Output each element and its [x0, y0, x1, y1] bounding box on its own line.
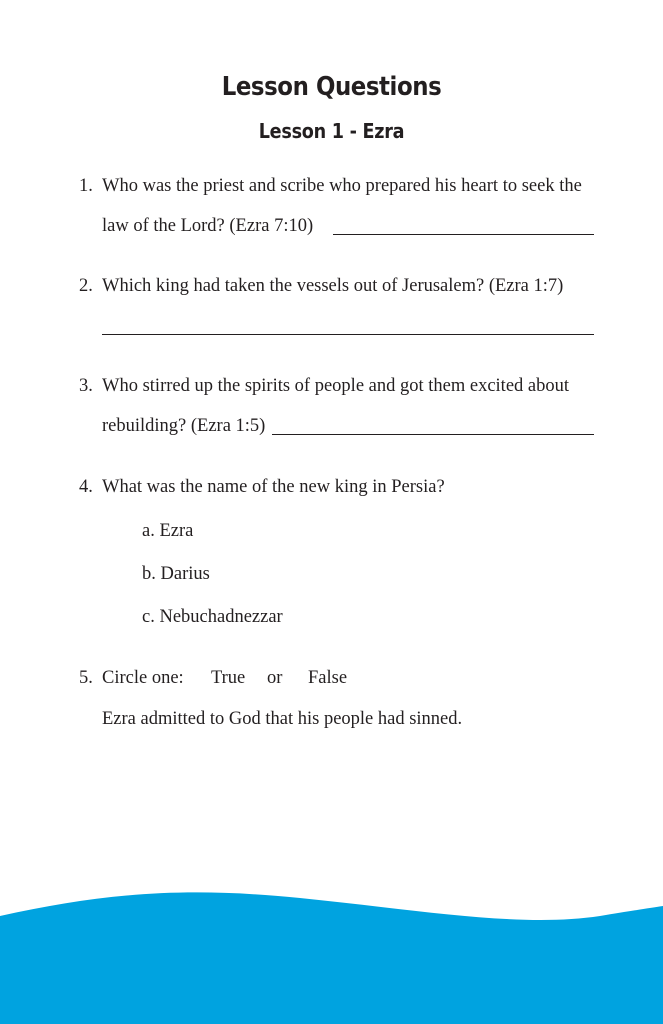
answer-blank[interactable]: [272, 434, 594, 435]
false-choice[interactable]: False: [308, 668, 348, 688]
question-number: 2.: [79, 276, 93, 296]
question-text: Which king had taken the vessels out of Jerusalem? (Ezra 1:7): [102, 276, 564, 296]
question-number: 3.: [79, 376, 93, 396]
question-text: Circle one:: [102, 668, 184, 688]
wave-shape: [0, 892, 663, 1024]
or-label: or: [267, 668, 283, 688]
question-text: Who stirred up the spirits of people and got them excited about: [102, 376, 570, 396]
question-number: 5.: [79, 668, 93, 688]
option-a[interactable]: a. Ezra: [142, 521, 194, 541]
answer-blank[interactable]: [333, 234, 594, 235]
question-text: law of the Lord? (Ezra 7:10): [102, 216, 314, 236]
true-choice[interactable]: True: [211, 668, 246, 688]
question-number: 1.: [79, 176, 93, 196]
question-text: Who was the priest and scribe who prepared his heart to seek the: [102, 176, 582, 196]
page-title: Lesson Questions: [221, 72, 442, 102]
page-subtitle: Lesson 1 - Ezra: [258, 119, 405, 143]
wave-decoration: [0, 880, 663, 1024]
option-c[interactable]: c. Nebuchadnezzar: [142, 607, 283, 627]
statement-text: Ezra admitted to God that his people had sinned.: [102, 709, 463, 729]
question-text: What was the name of the new king in Persia?: [102, 477, 445, 497]
question-text: rebuilding? (Ezra 1:5): [102, 416, 266, 436]
answer-blank[interactable]: [102, 334, 594, 335]
option-b[interactable]: b. Darius: [142, 564, 210, 584]
question-number: 4.: [79, 477, 93, 497]
